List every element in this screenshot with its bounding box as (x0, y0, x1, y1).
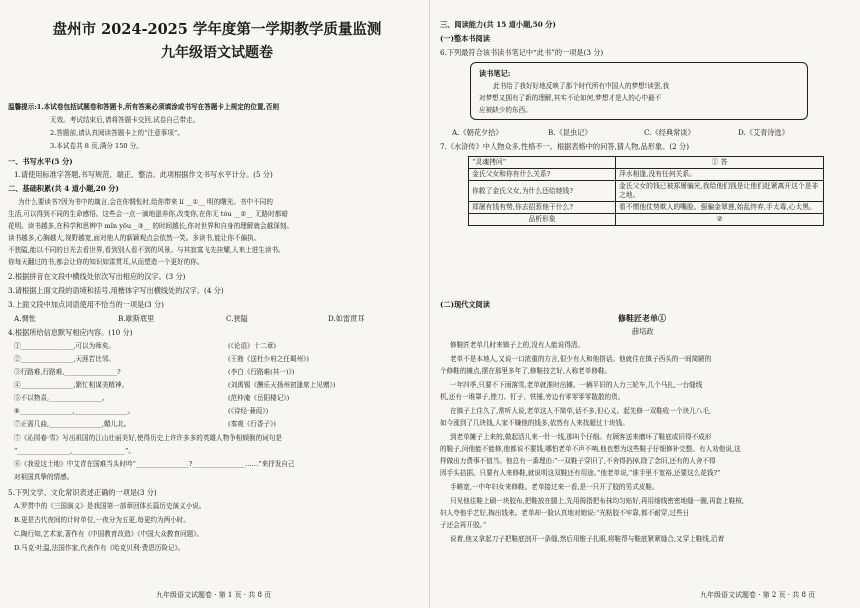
table-row (469, 202, 824, 214)
poem-blank: ⑥________________,________________。 (14, 407, 135, 415)
page-footer: 九年级语文试题卷 · 第 1 页 · 共 8 页 (156, 591, 272, 599)
poem-blank: ①________________,可以为师矣。 (14, 342, 116, 350)
table-cell: 品析形象 (469, 214, 616, 226)
poem-source: (范仲淹《岳阳楼记》) (228, 394, 290, 402)
poem-source: (《论语》十二章) (228, 342, 277, 350)
exam-page-2 (438, 4, 860, 604)
table-row (469, 169, 824, 181)
passage-line: 读书越多,心胸越大,视野越宽,面对他人的新颖观点会依然一笑。多读书,能让你不偏执、 (8, 234, 261, 242)
question-7: 7.《水浒传》中人物众多,性格不一。根据表格中的问答,猜人物,品形象。(2 分) (440, 142, 689, 151)
story-line: 如今涨到了几块钱,人家不嫌他的钱多,依然有人来找超过十块钱。 (440, 419, 629, 427)
story-line: 子还会再开胶。” (440, 521, 487, 529)
question-2: 2.根据拼音在文段中横线处依次写出相应的汉字。(3 分) (8, 272, 186, 281)
table-cell: ② (616, 214, 824, 226)
poem-blank: ⑦正需几曲,________________,媚儿北。 (14, 420, 131, 428)
notice-line-1: 温馨提示:1.本试卷包括试题卷和答题卡,所有答案必须填涂或书写在答题卡上规定的位置,否则 (8, 103, 280, 111)
question-2b: 3.请根据上面文段的语境和括号,用楷体字写出横线处的汉字。(4 分) (8, 286, 224, 295)
q6-option-b: B.《昆虫记》 (548, 128, 592, 137)
q6-option-c: C.《经典常谈》 (644, 128, 695, 137)
story-line: 老单不是本地人,又说一口浓重的方言,很少有人和他搭话。他就住在镇子西头的一间简陋的 (450, 355, 712, 363)
notice-line-3: 2.答题前,请认真阅读答题卡上的“注意事项”。 (50, 129, 184, 137)
story-line: 样做出力费事不值当。他总有一番理由:“一双鞋子穿旧了,不舍得扔掉,除了念旧,还有的人舍不得 (440, 457, 716, 465)
q6-option-d: D.《艾青诗选》 (738, 128, 789, 137)
table-header-row (469, 157, 824, 169)
page-footer: 九年级语文试题卷 · 第 2 页 · 共 8 页 (700, 591, 816, 599)
story-line: 机,还有一堆罩子,锉刀、钉子、铁锤,旁边有零零零零散散的货。 (440, 393, 625, 401)
story-line: 修鞋匠老单几时来镇子上的,没有人能说得清。 (450, 341, 584, 349)
table-cell: 郑屠有钱有势,你去招惹他干什么? (469, 202, 616, 214)
q3-option-c: C.狭隘 (226, 314, 248, 323)
question-3: 3.上面文段中加点词语使用不恰当的一项是(3 分) (8, 300, 164, 309)
subsection-whole-book: (一)整本书阅读 (440, 34, 490, 43)
question-4: 4.根据所给信息默写相应内容。(10 分) (8, 328, 133, 337)
table-cell: 你救了金氏父女,为什么还给她钱? (469, 181, 616, 202)
reading-note-title: 读书笔记: (479, 69, 511, 78)
table-cell: 萍水相逢,没有任何关系。 (616, 169, 824, 181)
q5-option-b: B.更是古代夜间的计时单位,一夜分为五更,每更约为两小时。 (14, 516, 190, 524)
poem-note: “________________,________________”。 (14, 447, 135, 455)
poem-blank: ④________________,繁忙相谋美精神。 (14, 381, 129, 389)
table-header-cell: “灵魂拷问” (469, 157, 616, 169)
story-line: 手略宽,一中年妇女来修鞋。老单接过来一看,是一只开了胶的男式皮鞋。 (450, 483, 659, 491)
q5-option-a: A.罗贯中的《三国演义》是我国第一部章回体长篇历史演义小说。 (14, 502, 206, 510)
character-table (468, 156, 824, 226)
story-line: 在镇子上住久了,常听人说,老单这人不简单,话不多,但心义。起先修一双鞋收一个块儿八毛, (450, 407, 712, 415)
passage-line: 花明。读书越多,在科学和思辨中 mǐn yōu__③__ 的时间越长,你对世界和自身的理解就会越深刻。 (8, 222, 293, 230)
q5-option-d: D.马克·吐温,法国作家,代表作有《哈克贝利·费恩历险记》。 (14, 544, 185, 552)
story-title: 修鞋匠老单① (618, 313, 666, 323)
section-2-heading: 二、基础积累(共 4 道小题,20 分) (8, 184, 119, 193)
page-fold (429, 0, 430, 608)
section-1-heading: 一、书写水平(5 分) (8, 157, 73, 166)
table-cell: 金氏父女和你有什么关系? (469, 169, 616, 181)
notice-line-2: 无效。考试结束后,请将答题卡交回,试卷自己带走。 (50, 116, 200, 124)
table-cell: 看不惯他仗势欺人的嘴脸。强骗金翠莲,始乱终弃,手太毒,心太黑。 (616, 202, 824, 214)
poem-source: (《诗经·蒹葭》) (228, 407, 269, 415)
question-1: 1.请使用标准字答题,书写规范、端正、整洁。此项根据作文书写水平计分。(5 分) (14, 170, 273, 179)
story-line: 妇人夸他手艺好,掏出钱来。老单却一脸认真地对她说:“光粘胶不牢靠,都不耐穿,过些日 (440, 509, 690, 517)
poem-source: (秦观《行香子》) (228, 420, 277, 428)
poem-blank: ③行路难,行路难,________________? (14, 368, 121, 376)
q5-option-c: C.陶行知,艺术家,著作有《中国教育改造》《中国大众教育问题》。 (14, 530, 204, 538)
passage-line: 你每天翻过的书,都会让你的知识如雷贯耳,从而塑造一个更好的你。 (8, 258, 204, 266)
story-line: 到老单摊子上来的,做起活儿来一针一线,那叫个仔细。有顾客送来磨坏了鞋底或旧得不成形 (450, 433, 712, 441)
story-author: 薛培政 (632, 327, 654, 336)
poem-note: ⑧《我爱这土地》中艾青在国难当头时吟“________________?________________……”来抒发自己 (14, 460, 295, 468)
q3-option-a: A.惆怅 (14, 314, 36, 323)
question-6: 6.下列最符合该书读书笔记中“此书”的一项是(3 分) (440, 48, 604, 57)
question-5: 5.下列文学、文化常识表述正确的一项是(3 分) (8, 488, 157, 497)
poem-source: (李白《行路难(其一)》) (228, 368, 295, 376)
q3-option-d: D.如雷贯耳 (328, 314, 365, 323)
passage-line: 为什么要读书?因为书中的箴言,会在你惆怅时,给你带来 lí __①__ 明的曙光。书中不同的 (18, 198, 273, 206)
reading-note-line: 此书给了我好好地反映了那个时代所有中国人的梦想!读罢,我 (493, 82, 670, 90)
poem-blank: ⑤不以物喜,________________。 (14, 394, 109, 402)
passage-line: 生活,可以得到不同的生命感悟。这些会一点一滴地滋养你,改变你,在你无 tóu __②__ 无路时都暗 (8, 210, 288, 218)
table-cell: 金氏父女的钱已被郑屠骗光,我给他们钱是让他们赶紧离开这个是非之地。 (616, 181, 824, 202)
story-line: 因手头拮据。只要有人来修鞋,就说明这双鞋还有用途。”他老单说,“谁手里不宽裕,还要这么花钱?” (440, 469, 721, 477)
exam-title: 盘州市 2024-2025 学年度第一学期教学质量监测 (52, 21, 382, 38)
story-line: 一年四季,只要不下雨落雪,老单就准时出摊。一辆平旧的人力三轮车,几个马扎,一台缝线 (450, 381, 703, 389)
reading-note-line: 对梦想又拥有了新的理解,其实不论如何,梦想才是人的心中最不 (479, 94, 662, 102)
table-row (469, 181, 824, 202)
section-3-heading: 三、阅读能力(共 15 道小题,50 分) (440, 20, 556, 29)
story-line: 只见他往鞋上刷一块胶布,把鞋放在腿上,先用拇指把布抹均匀贴好,再用细线密密地缝一圈,再套上鞋楦, (450, 497, 745, 505)
q6-option-a: A.《朝花夕拾》 (452, 128, 503, 137)
exam-subtitle: 九年级语文试题卷 (161, 45, 273, 61)
story-line: 个修鞋的摊点,摆在那里多年了,修鞋技艺好,人称老单修鞋。 (440, 367, 612, 375)
table-header-cell: ① 答 (616, 157, 824, 169)
poem-blank: ②________________,天涯若比邻。 (14, 355, 116, 363)
q3-option-b: B.歇斯底里 (118, 314, 155, 323)
passage-line: 不狭隘,能以不同的目光去看世界,看到别人看不到的风景。与其寂寞飞先挂耀,人来上进生读书。 (8, 246, 285, 254)
story-line: 说着,他又拿起刀子把鞋底剖开一条缝,然后用锥子扎眼,将鞋帮与鞋底紧紧缝合,又穿上鞋线,沿着 (450, 535, 725, 543)
poem-note: 对祖国真挚的情感。 (14, 473, 74, 481)
poem-note: ⑦《沁园春·雪》写出祖国的江山壮丽美好,使得历史上许许多多的英雄人物争相倾倒的词句是 (14, 434, 282, 442)
subsection-modern-text: (二)现代文阅读 (440, 300, 490, 309)
poem-source: (王勃《送杜少府之任蜀州》) (228, 355, 309, 363)
poem-source: (刘禹锡《酬乐天扬州初逢席上见赠》) (228, 381, 336, 389)
reading-note-box (470, 62, 808, 120)
story-line: 的鞋子,问他能不能修,他都说不要钱,哪怕老单不声不响,他也想为这些鞋子仔细修补完整。有人劝他说,这 (440, 445, 741, 453)
exam-page-1 (6, 4, 428, 604)
table-row (469, 214, 824, 226)
reading-note-line: 应被缺少的东西。 (479, 106, 532, 114)
notice-line-4: 3.本试卷共 8 页,满分 150 分。 (50, 142, 143, 150)
